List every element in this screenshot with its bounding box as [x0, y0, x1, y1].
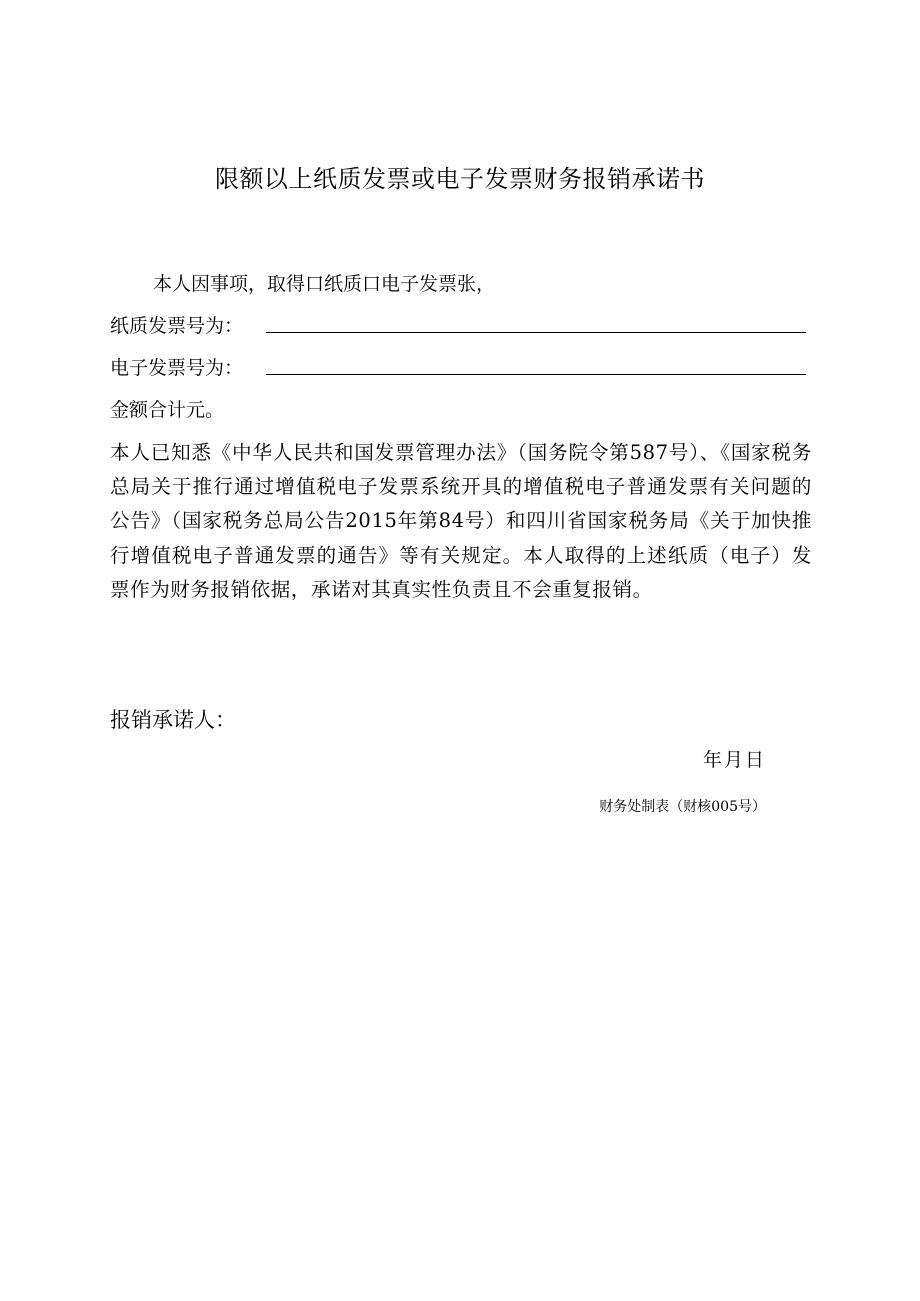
paper-invoice-number-line [266, 332, 806, 333]
amount-line: 金额合计元。 [110, 399, 225, 421]
paper-invoice-label: 纸质发票号为： [110, 315, 244, 337]
document-title: 限额以上纸质发票或电子发票财务报销承诺书 [215, 165, 705, 193]
intro-line: 本人因事项，取得口纸质口电子发票张， [153, 273, 496, 295]
e-invoice-label: 电子发票号为： [110, 357, 244, 379]
date-line: 年月日 [702, 749, 766, 771]
commitment-paragraph: 本人已知悉《中华人民共和国发票管理办法》（国务院令第587号）、《国家税务总局关于推行通过增值税电子发票系统开具的增值税电子普通发票有关问题的公告》（国家税务总局公告2015年第84号）和四川省国家税务局《关于加快推行增值税电子普通发票的通告》等有关规定。本人取得的上述纸质（电子）发票作为财务报销依据，承诺对其真实性负责且不会重复报销。 [110, 441, 812, 601]
signer-label: 报销承诺人： [110, 708, 236, 732]
e-invoice-number-line [266, 374, 806, 375]
form-code: 财务处制表（财核005号） [599, 799, 766, 815]
